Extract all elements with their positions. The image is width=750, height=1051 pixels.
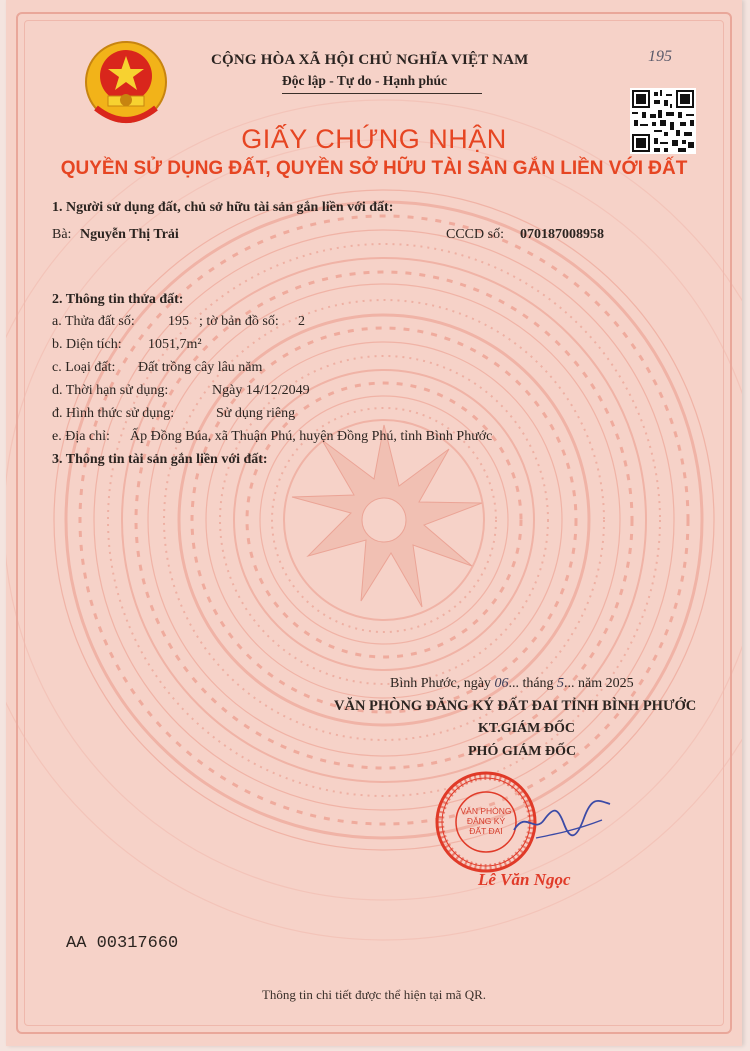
seal-line-2: ĐĂNG KÝ [466,816,506,826]
usage-form-label: đ. Hình thức sử dụng: [52,406,175,421]
certificate-serial: AA 00317660 [66,934,179,953]
certificate-title: GIẤY CHỨNG NHẬN [241,124,507,154]
motto-underline [282,93,482,94]
date-month: 5 [557,676,565,691]
term-value: Ngày 14/12/2049 [212,383,310,398]
signature-scribble [506,790,616,850]
seal-line-1: VĂN PHÒNG [460,806,512,816]
section1-heading: 1. Người sử dụng đất, chủ sở hữu tài sản gắn liền với đất: [52,200,394,215]
area-value: 1051,7m² [148,337,202,352]
parcel-value: 195 [168,314,189,329]
national-emblem-icon [78,36,174,134]
place-date-prefix: Bình Phước, ngày [390,676,491,691]
map-value: 2 [298,314,305,329]
owner-name: Nguyễn Thị Trải [80,227,179,242]
section2-heading: 2. Thông tin thửa đất: [52,292,184,307]
owner-prefix: Bà: [52,227,72,242]
address-label: e. Địa chỉ: [52,429,110,444]
national-motto: Độc lập - Tự do - Hạnh phúc [282,73,448,88]
address-value: Ấp Đồng Búa, xã Thuận Phú, huyện Đồng Phú, tỉnh Bình Phước [130,429,493,444]
place-date: Bình Phước, ngày 06... tháng 5... năm 2025 [390,676,634,691]
id-label: CCCD số: [446,227,504,242]
signer-name: Lê Văn Ngọc [478,870,571,889]
country-name: CỘNG HÒA XÃ HỘI CHỦ NGHĨA VIỆT NAM [211,52,529,68]
usage-form-value: Sử dụng riêng [216,406,296,421]
section3-heading: 3. Thông tin tài sản gắn liền với đất: [52,452,268,467]
signer-role-2: PHÓ GIÁM ĐỐC [468,744,577,759]
parcel-label: a. Thửa đất số: [52,314,135,329]
certificate-subtitle: QUYỀN SỬ DỤNG ĐẤT, QUYỀN SỞ HỮU TÀI SẢN GẮN LIỀN VỚI ĐẤT [60,158,688,179]
qr-footer-note: Thông tin chi tiết được thể hiện tại mã QR. [261,987,487,1002]
land-type-label: c. Loại đất: [52,360,116,375]
area-label: b. Diện tích: [52,337,122,352]
seal-line-3: ĐẤT ĐAI [469,826,503,836]
issuing-office: VĂN PHÒNG ĐĂNG KÝ ĐẤT ĐAI TỈNH BÌNH PHƯỚC [334,698,697,714]
handwritten-number: 195 [648,48,672,65]
map-label: ; tờ bản đồ số: [199,314,279,329]
term-label: d. Thời hạn sử dụng: [52,383,169,398]
year-label: năm 2025 [578,676,634,691]
signer-role-1: KT.GIÁM ĐỐC [478,721,575,736]
certificate-sheet [6,0,742,1046]
id-number: 070187008958 [520,227,604,242]
land-type-value: Đất trồng cây lâu năm [138,360,263,375]
date-day: 06 [494,676,509,691]
month-label: tháng [522,676,554,691]
